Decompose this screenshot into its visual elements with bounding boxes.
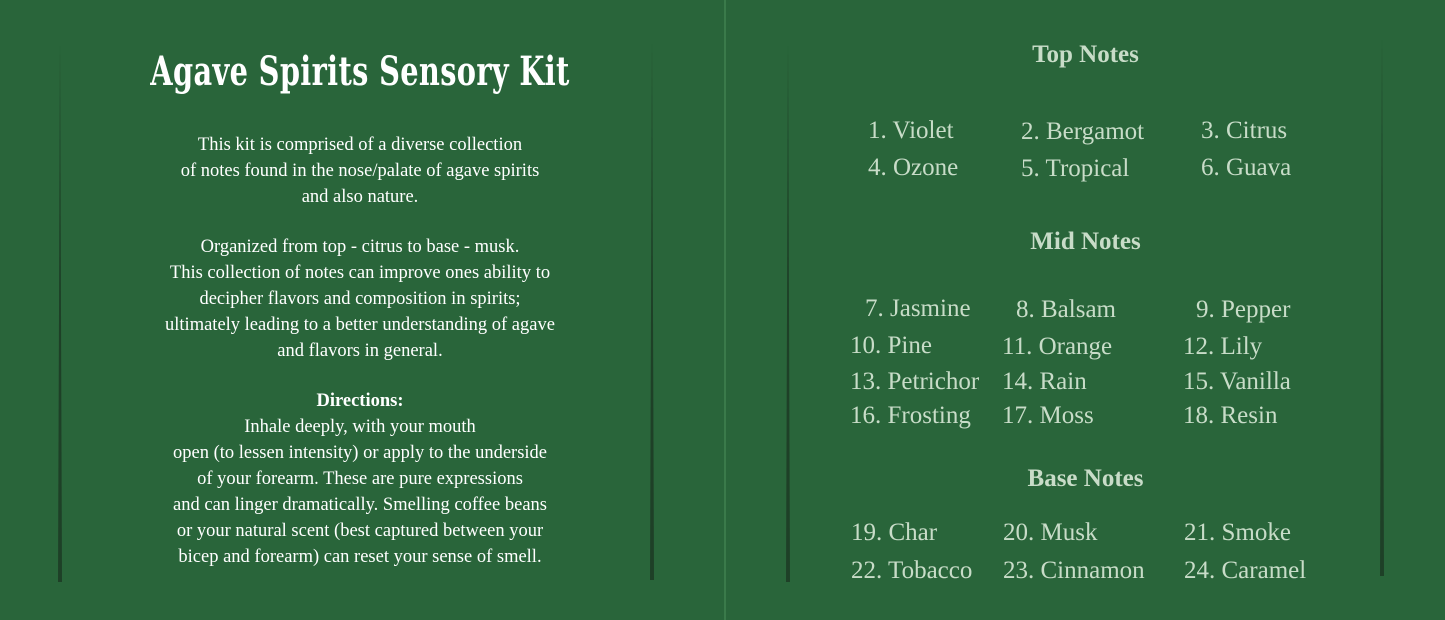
organized-line: decipher flavors and composition in spirits; (199, 289, 521, 309)
directions-line: or your natural scent (best captured between your (176, 521, 544, 541)
note-item: 5. Tropical (1021, 155, 1130, 182)
note-item: 15. Vanilla (1183, 368, 1291, 395)
note-item: 2. Bergamot (1021, 118, 1145, 145)
note-item: 11. Orange (1002, 333, 1113, 360)
note-item: 17. Moss (1002, 402, 1094, 429)
directions-line: open (to lessen intensity) or apply to the underside (172, 443, 548, 463)
organized-line: ultimately leading to a better understanding of agave (165, 315, 555, 335)
agave-leaf-left (786, 42, 790, 582)
note-item: 3. Citrus (1201, 117, 1288, 144)
note-item: 10. Pine (850, 332, 932, 359)
directions-section (60, 388, 660, 570)
note-item: 23. Cinnamon (1003, 557, 1145, 584)
intro-line: and also nature. (301, 187, 419, 207)
note-item: 9. Pepper (1196, 296, 1291, 323)
directions-line: Inhale deeply, with your mouth (244, 417, 476, 437)
base-notes-title: Base Notes (1027, 465, 1144, 492)
note-item: 18. Resin (1183, 402, 1278, 429)
intro-line: This kit is comprised of a diverse collection (197, 135, 523, 155)
note-item: 1. Violet (868, 117, 954, 144)
note-item: 24. Caramel (1184, 557, 1307, 584)
note-item: 8. Balsam (1016, 296, 1116, 323)
directions-line: of your forearm. These are pure expressions (197, 469, 523, 489)
directions-line: and can linger dramatically. Smelling coffee beans (173, 495, 547, 515)
agave-leaf-right (1380, 36, 1384, 576)
note-item: 16. Frosting (850, 402, 971, 429)
organized-line: Organized from top - citrus to base - musk. (200, 237, 520, 257)
intro-line: of notes found in the nose/palate of agave spirits (180, 161, 540, 181)
directions-heading: Directions: (316, 391, 404, 411)
right-panel (726, 0, 1445, 620)
note-item: 19. Char (851, 519, 938, 546)
note-item: 21. Smoke (1184, 519, 1291, 546)
note-item: 20. Musk (1003, 519, 1098, 546)
intro-paragraph (60, 132, 660, 210)
organized-line: This collection of notes can improve ones ability to (169, 263, 551, 283)
note-item: 13. Petrichor (850, 368, 980, 395)
note-item: 7. Jasmine (865, 295, 971, 322)
directions-line: bicep and forearm) can reset your sense of smell. (178, 547, 542, 567)
top-notes-title: Top Notes (1032, 41, 1139, 68)
note-item: 22. Tobacco (851, 557, 973, 584)
note-item: 4. Ozone (868, 154, 959, 181)
note-item: 14. Rain (1002, 368, 1087, 395)
note-item: 12. Lily (1183, 333, 1263, 360)
mid-notes-title: Mid Notes (1030, 228, 1141, 255)
kit-title: Agave Spirits Sensory Kit (150, 48, 570, 95)
organized-line: and flavors in general. (277, 341, 443, 361)
organized-paragraph (60, 234, 660, 364)
note-item: 6. Guava (1201, 154, 1292, 181)
